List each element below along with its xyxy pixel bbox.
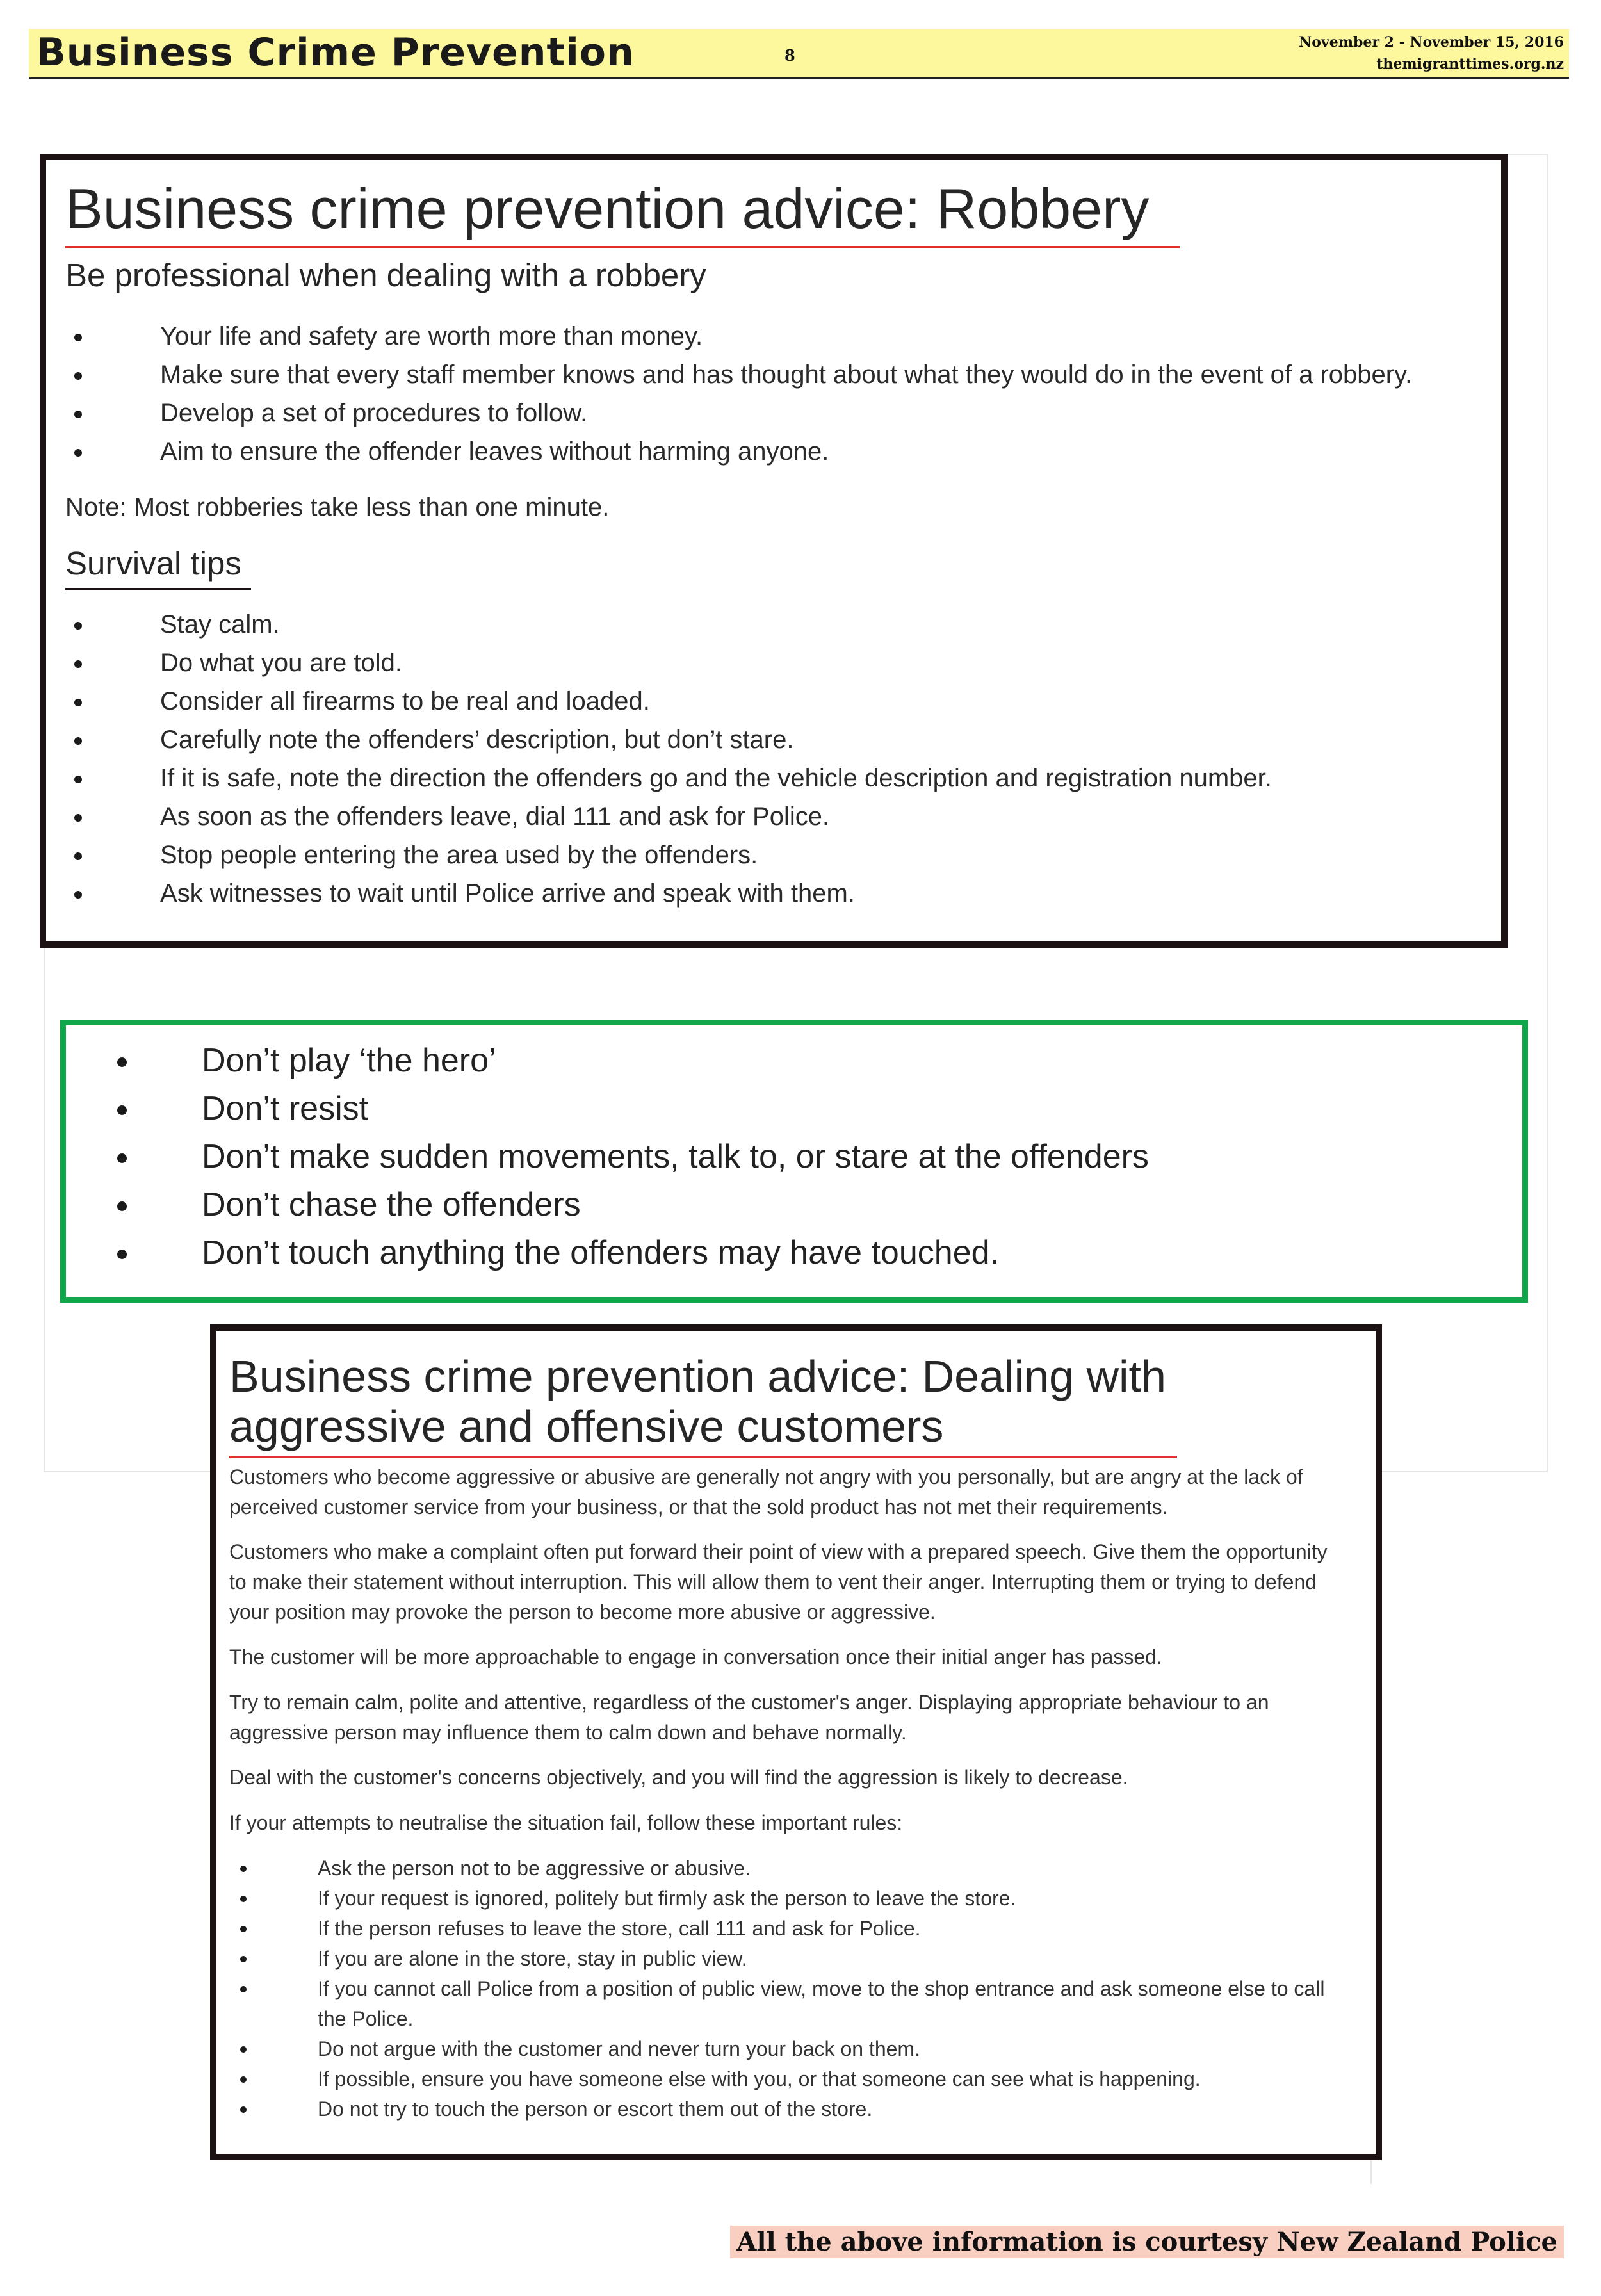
list-item: If possible, ensure you have someone else with you, or that someone can see what is happening. — [216, 2064, 1342, 2094]
list-item: Don’t resist — [66, 1085, 1149, 1133]
bullet-icon — [117, 1201, 127, 1211]
bullet-icon — [74, 334, 82, 341]
list-item: Develop a set of procedures to follow. — [46, 394, 1412, 432]
bullet-icon — [240, 2076, 247, 2083]
list-item: Do not try to touch the person or escort them out of the store. — [216, 2094, 1342, 2124]
robbery-title: Business crime prevention advice: Robbery — [65, 177, 1150, 240]
paragraph: Deal with the customer's concerns objectively, and you will find the aggression is likely to decrease. — [229, 1766, 1128, 1789]
list-item: If your request is ignored, politely but firmly ask the person to leave the store. — [216, 1884, 1342, 1914]
title-underline — [65, 246, 1180, 248]
list-item: Ask witnesses to wait until Police arrive and speak with them. — [46, 874, 1272, 913]
robbery-advice-box — [40, 154, 1508, 948]
bullet-icon — [117, 1057, 127, 1067]
list-item: Ask the person not to be aggressive or abusive. — [216, 1853, 1342, 1884]
list-item: If you cannot call Police from a position of public view, move to the shop entrance and ask someone else to call the Police. — [216, 1974, 1342, 2034]
robbery-subtitle: Be professional when dealing with a robbery — [65, 257, 706, 293]
list-item: Don’t chase the offenders — [66, 1181, 1149, 1229]
list-item: Don’t touch anything the offenders may have touched. — [66, 1229, 1149, 1277]
list-item: Aim to ensure the offender leaves without harming anyone. — [46, 432, 1412, 471]
bullet-icon — [240, 1896, 247, 1902]
bullet-icon — [117, 1153, 127, 1163]
donts-list — [66, 1037, 1149, 1277]
bullet-icon — [74, 372, 82, 380]
list-item: Don’t play ‘the hero’ — [66, 1037, 1149, 1085]
bullet-icon — [74, 852, 82, 860]
credit-line: All the above information is courtesy New Zealand Police — [730, 2226, 1564, 2258]
aggressive-title: Business crime prevention advice: Dealing with aggressive and offensive customers — [229, 1351, 1166, 1451]
list-item: Consider all firearms to be real and loaded. — [46, 682, 1272, 721]
donts-box — [60, 1020, 1528, 1303]
list-item: If it is safe, note the direction the offenders go and the vehicle description and registration number. — [46, 759, 1272, 797]
bullet-icon — [117, 1250, 127, 1259]
heading-underline — [65, 588, 251, 590]
bullet-icon — [240, 1986, 247, 1992]
list-item: Stay calm. — [46, 605, 1272, 644]
paragraph: Try to remain calm, polite and attentive, regardless of the customer's anger. Displaying appropriate behaviour to an aggressive person may influence them to calm down and behave normally. — [229, 1691, 1269, 1744]
aggressive-rules-list — [216, 1853, 1342, 2124]
bullet-icon — [74, 699, 82, 706]
list-item: As soon as the offenders leave, dial 111 and ask for Police. — [46, 797, 1272, 836]
paragraph: The customer will be more approachable to engage in conversation once their initial anger has passed. — [229, 1645, 1162, 1668]
bullet-icon — [74, 449, 82, 457]
paragraph: Customers who become aggressive or abusive are generally not angry with you personally, but are angry at the lack of perceived customer service from your business, or that the sold product has not met their requirements. — [229, 1465, 1303, 1518]
survival-tips-heading: Survival tips — [65, 545, 241, 582]
list-item: Stop people entering the area used by the offenders. — [46, 836, 1272, 874]
list-item: Carefully note the offenders’ description, but don’t stare. — [46, 721, 1272, 759]
bullet-icon — [74, 891, 82, 899]
survival-tips-list — [46, 605, 1272, 913]
bullet-icon — [74, 776, 82, 783]
list-item: Your life and safety are worth more than money. — [46, 317, 1412, 355]
robbery-note: Note: Most robberies take less than one minute. — [65, 493, 610, 521]
list-item: Don’t make sudden movements, talk to, or stare at the offenders — [66, 1133, 1149, 1181]
bullet-icon — [74, 622, 82, 630]
list-item: Do what you are told. — [46, 644, 1272, 682]
bullet-icon — [74, 660, 82, 668]
bullet-icon — [240, 1926, 247, 1932]
bullet-icon — [74, 814, 82, 822]
list-item: If the person refuses to leave the store, call 111 and ask for Police. — [216, 1914, 1342, 1944]
list-item: Make sure that every staff member knows and has thought about what they would do in the event of a robbery. — [46, 355, 1412, 394]
paragraph: If your attempts to neutralise the situation fail, follow these important rules: — [229, 1811, 903, 1834]
robbery-points-list — [46, 317, 1412, 471]
title-underline — [229, 1456, 1177, 1458]
paragraph: Customers who make a complaint often put forward their point of view with a prepared speech. Give them the opportunity to make their statement without interruption. This will allow them to vent their anger. Interrupting them or trying to defend your position may provoke the person to become more abusive or aggressive. — [229, 1540, 1328, 1624]
list-item: Do not argue with the customer and never turn your back on them. — [216, 2034, 1342, 2064]
bullet-icon — [74, 737, 82, 745]
masthead — [29, 29, 1569, 79]
bullet-icon — [240, 1956, 247, 1962]
page-number: 8 — [784, 46, 795, 65]
aggressive-customers-box — [210, 1324, 1382, 2160]
bullet-icon — [117, 1105, 127, 1115]
site-url: themigranttimes.org.nz — [1376, 56, 1564, 72]
issue-date: November 2 - November 15, 2016 — [1299, 34, 1564, 51]
bullet-icon — [240, 2106, 247, 2113]
bullet-icon — [74, 411, 82, 418]
bullet-icon — [240, 1866, 247, 1872]
list-item: If you are alone in the store, stay in public view. — [216, 1944, 1342, 1974]
section-title: Business Crime Prevention — [37, 30, 635, 75]
bullet-icon — [240, 2046, 247, 2053]
